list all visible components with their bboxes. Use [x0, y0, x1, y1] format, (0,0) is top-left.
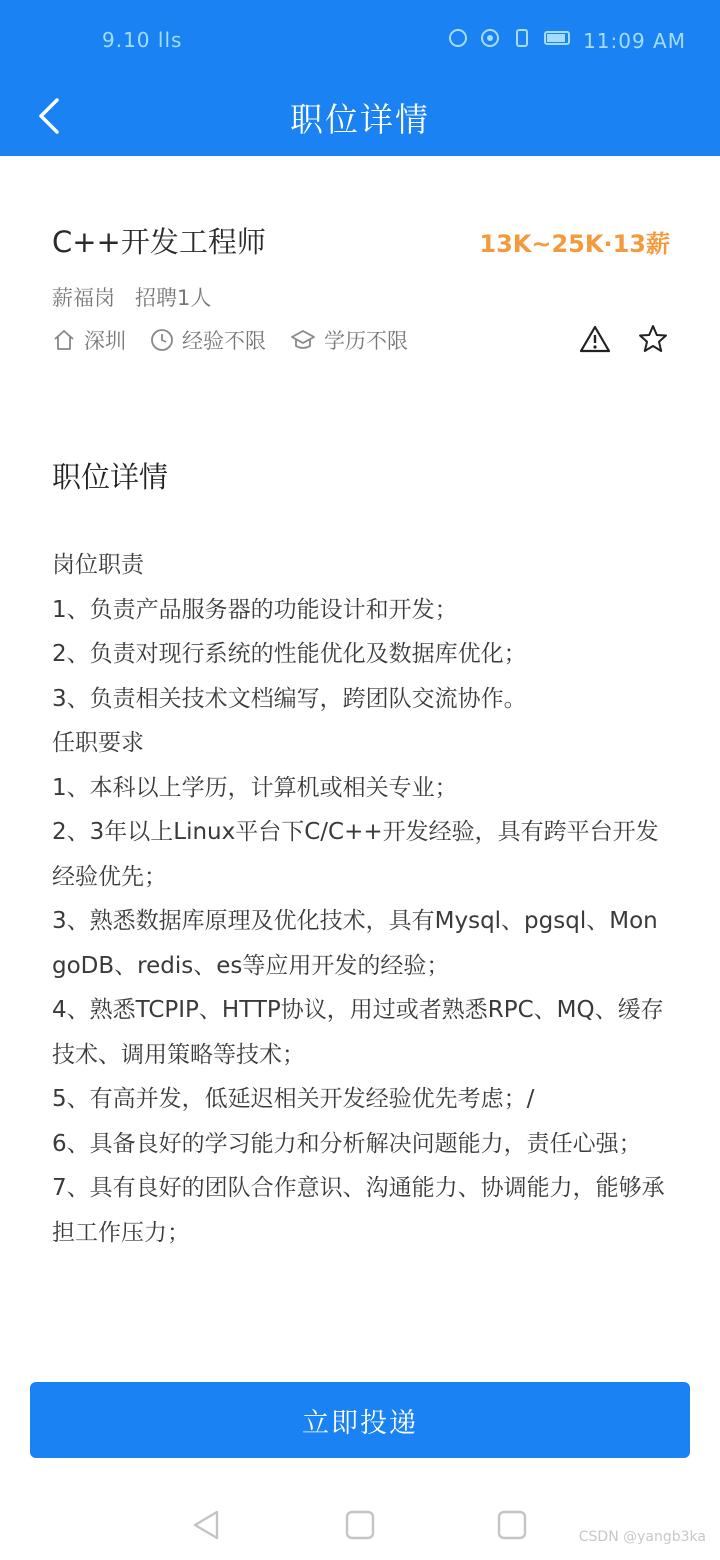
clock-icon: [150, 328, 174, 352]
status-bar: [0, 0, 720, 80]
nav-home-button[interactable]: [335, 1500, 385, 1550]
tag-experience: [150, 325, 266, 355]
job-actions: [578, 322, 670, 356]
description-line: 7、具有良好的团队合作意识、沟通能力、协调能力，能够承担工作压力；: [52, 1175, 665, 1246]
nav-bar: [0, 80, 720, 156]
watermark: CSDN @yangb3ka: [578, 1529, 706, 1545]
job-meta: [52, 282, 211, 312]
description-line: 3、负责相关技术文档编写，跨团队交流协作。: [52, 685, 527, 712]
settings-icon: [479, 27, 501, 54]
description-line: 2、3年以上Linux平台下C/C++开发经验，具有跨平台开发经验优先；: [52, 819, 659, 890]
hiring-count: 招聘1人: [135, 286, 212, 310]
page-title: 职位详情: [290, 100, 430, 139]
job-description: [52, 543, 672, 1255]
description-line: 1、负责产品服务器的功能设计和开发；: [52, 596, 458, 623]
job-title: C++开发工程师: [52, 225, 266, 259]
job-tags: [52, 325, 408, 355]
status-right: [447, 27, 686, 54]
triangle-back-icon: [191, 1509, 221, 1541]
nav-back-button[interactable]: [181, 1500, 231, 1550]
star-icon: [638, 324, 668, 354]
tag-location: [52, 325, 126, 355]
tag-education-label: 学历不限: [324, 329, 408, 353]
network-status-text: 9.10 lls: [102, 28, 183, 52]
vibrate-icon: [511, 27, 533, 54]
favorite-button[interactable]: [636, 322, 670, 356]
notification-icon: [447, 27, 469, 54]
apply-button[interactable]: 立即投递: [30, 1382, 690, 1458]
nav-recents-button[interactable]: [487, 1500, 537, 1550]
graduation-icon: [290, 328, 316, 352]
status-left: [102, 28, 182, 52]
header: [0, 0, 720, 156]
description-line: 3、熟悉数据库原理及优化技术，具有Mysql、pgsql、MongoDB、redis、es等应用开发的经验；: [52, 908, 658, 979]
recents-icon: [496, 1509, 528, 1541]
square-home-icon: [344, 1509, 376, 1541]
description-line: 岗位职责: [52, 552, 144, 578]
clock-text: 11:09 AM: [583, 28, 686, 53]
home-icon: [52, 328, 76, 352]
section-title: 职位详情: [52, 460, 169, 494]
description-line: 5、有高并发，低延迟相关开发经验优先考虑；/: [52, 1086, 535, 1112]
description-line: 任职要求: [52, 730, 144, 756]
company-name: 薪福岗: [52, 286, 115, 310]
description-line: 2、负责对现行系统的性能优化及数据库优化；: [52, 641, 527, 667]
report-button[interactable]: [578, 322, 612, 356]
system-navigation-bar: [0, 1490, 720, 1560]
battery-icon: [543, 27, 573, 54]
tag-experience-label: 经验不限: [182, 329, 266, 353]
description-line: 4、熟悉TCPIP、HTTP协议，用过或者熟悉RPC、MQ、缓存技术、调用策略等技术；: [52, 997, 664, 1068]
tag-location-label: 深圳: [84, 329, 126, 353]
tag-education: [290, 325, 408, 355]
warning-icon: [579, 324, 611, 354]
job-salary: 13K~25K·13薪: [479, 230, 670, 258]
description-line: 1、本科以上学历，计算机或相关专业；: [52, 774, 458, 801]
description-line: 6、具备良好的学习能力和分析解决问题能力，责任心强；: [52, 1130, 642, 1157]
